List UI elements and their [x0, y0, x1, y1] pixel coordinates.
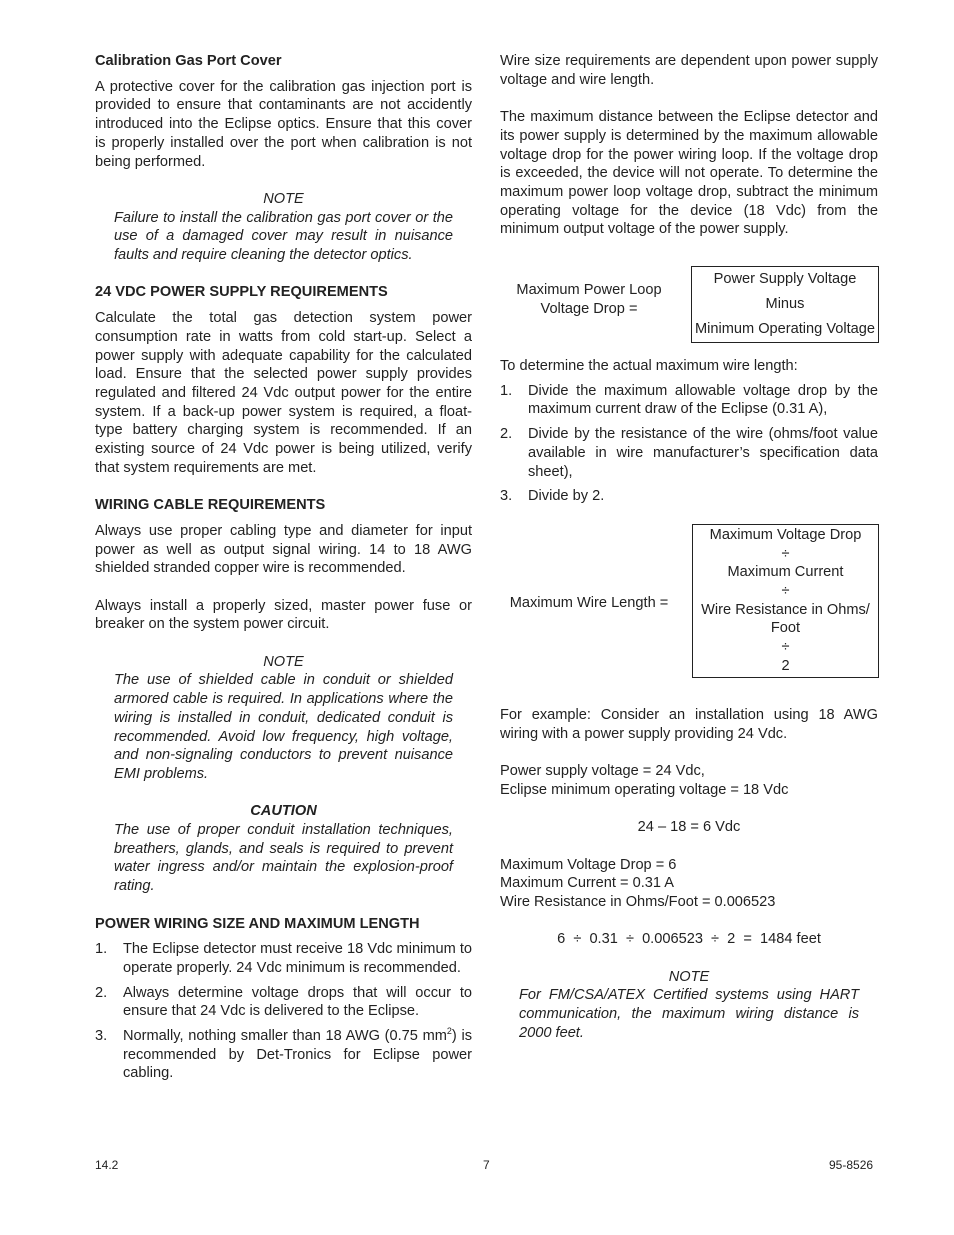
wire-size-paragraph: Wire size requirements are dependent upon power supply voltage and wire length. [500, 53, 878, 88]
note-text: The use of shielded cable in conduit or shielded armored cable is required. In applications where the wiring is installed in conduit, dedicated conduit is recommended. Avoid low frequency, high voltage, and non-signaling conductors to prevent nuisance EMI problems. [114, 672, 453, 782]
list-item: 1. The Eclipse detector must receive 18 Vdc minimum to operate properly. 24 Vdc minimum is recommended. [95, 941, 472, 976]
list-item: 2. Always determine voltage drops that will occur to ensure that 24 Vdc is delivered to the Eclipse. [95, 984, 472, 1020]
note-certified-systems [519, 968, 859, 1043]
note-text: Failure to install the calibration gas port cover or the use of a damaged cover may result in nuisance faults and require cleaning the detector optics. [114, 209, 453, 264]
formula-voltage-drop [500, 257, 878, 357]
wiring-size-list [95, 940, 472, 1083]
wiring-size-heading: POWER WIRING SIZE AND MAXIMUM LENGTH [95, 915, 420, 932]
wiring-paragraph-1: Always use proper cabling type and diameter for input power as well as output signal wiring. 14 to 18 AWG shielded stranded copper wire is recommended. [95, 522, 472, 577]
left-column [95, 52, 472, 1089]
note-calibration [114, 190, 453, 265]
wire-length-steps [500, 382, 878, 506]
example-line: Eclipse minimum operating voltage = 18 Vdc [500, 781, 789, 798]
example-intro: For example: Consider an installation using 18 AWG wiring with a power supply providing 24 Vdc. [500, 706, 878, 742]
note-shielded-cable [114, 653, 453, 784]
caution-title: CAUTION [250, 803, 317, 820]
right-column [500, 52, 878, 1061]
note-text: For FM/CSA/ATEX Certified systems using HART communication, the maximum wiring distance is 2000 feet. [519, 987, 859, 1041]
calibration-paragraph: A protective cover for the calibration gas injection port is provided to ensure that contaminants are not accidently introduced into the Eclipse optics. Ensure that this cover is properly installed over the port when calibration is not being performed. [95, 78, 472, 170]
example-line: Power supply voltage = 24 Vdc, [500, 763, 705, 780]
document-number: 95-8526 [829, 1158, 874, 1172]
power-supply-heading: 24 VDC POWER SUPPLY REQUIREMENTS [95, 284, 388, 301]
formula-label: Maximum Wire Length = [509, 594, 669, 611]
note-title: NOTE [263, 653, 304, 670]
page-number: 7 [483, 1158, 490, 1172]
caution-text: The use of proper conduit installation techniques, breathers, glands, and seals is required to prevent water ingress and/or maintain the explosion-proof rating. [114, 822, 453, 895]
wiring-cable-heading: WIRING CABLE REQUIREMENTS [95, 497, 326, 514]
calibration-heading: Calibration Gas Port Cover [95, 53, 282, 69]
value-line: Wire Resistance in Ohms/Foot = 0.006523 [500, 893, 776, 910]
formula-wire-length [500, 524, 878, 706]
formula-label: Maximum Power Loop Voltage Drop = [516, 282, 662, 317]
caution-conduit [114, 802, 453, 896]
note-title: NOTE [263, 190, 304, 207]
value-line: Maximum Current = 0.31 A [500, 875, 674, 892]
power-supply-paragraph: Calculate the total gas detection system power consumption rate in watts from cold start-up. Select a power supply with adequate capability for the calculated load. Ensure that the selected power supply provides regulated and filtered 24 Vdc output power for the entire system. If a back-up power system is required, a float-type battery charging system is recommended. If an existing source of 24 Vdc power is being utilized, verify that system requirements are met. [95, 310, 472, 476]
example-calculation: 24 – 18 = 6 Vdc [637, 819, 741, 836]
list-item: 3. Normally, nothing smaller than 18 AWG (0.75 $mm^2$) is recommended by Det-Tronics for Eclipse power cabling. [95, 1026, 472, 1082]
note-title: NOTE [668, 968, 710, 985]
value-line: Maximum Voltage Drop = 6 [500, 856, 677, 873]
determine-intro: To determine the actual maximum wire length: [500, 358, 798, 375]
max-distance-paragraph: The maximum distance between the Eclipse detector and its power supply is determined by the maximum allowable voltage drop for the power wiring loop. If the voltage drop is exceeded, the device will not operate. To determine the maximum power loop voltage drop, subtract the minimum operating voltage for the device (18 Vdc) from the minimum output voltage of the power supply. [500, 109, 878, 238]
wiring-paragraph-2: Always install a properly sized, master power fuse or breaker on the system power circuit. [95, 597, 472, 633]
list-item: 3. Divide by 2. [500, 488, 605, 505]
formula-box: Maximum Voltage Drop ÷ Maximum Current ÷ Wire Resistance in Ohms/ Foot ÷ 2 [692, 524, 879, 678]
result-calculation: 6 ÷ 0.31 ÷ 0.006523 ÷ 2 = 1484 feet [557, 931, 821, 948]
list-item: 2. Divide by the resistance of the wire (ohms/foot value available in wire manufacturer’s specification data sheet), [500, 426, 878, 480]
footer-revision: 14.2 [95, 1158, 119, 1172]
list-item: 1. Divide the maximum allowable voltage drop by the maximum current draw of the Eclipse (0.31 A), [500, 382, 878, 418]
formula-box: Power Supply Voltage Minus Minimum Operating Voltage [691, 266, 879, 343]
